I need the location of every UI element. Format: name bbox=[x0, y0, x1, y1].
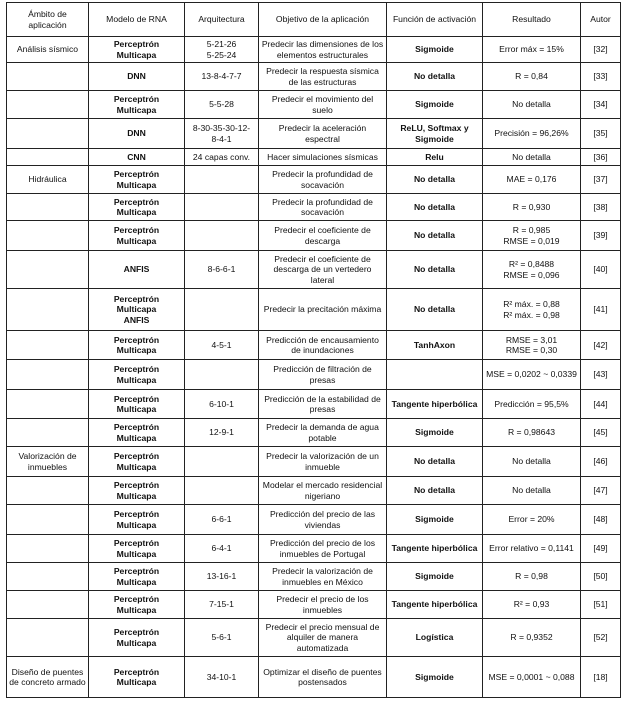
table-row bbox=[7, 619, 621, 657]
result-cell: R = 0,985 RMSE = 0,019 bbox=[483, 221, 581, 251]
scope-cell bbox=[7, 619, 89, 657]
architecture-cell: 24 capas conv. bbox=[185, 149, 259, 166]
header-scope: Ámbito de aplicación bbox=[7, 3, 89, 37]
scope-cell bbox=[7, 390, 89, 419]
goal-cell: Predicción de filtración de presas bbox=[259, 360, 387, 390]
author-cell: [44] bbox=[581, 390, 621, 419]
activation-cell: Sigmoide bbox=[387, 419, 483, 447]
scope-cell: Análisis sísmico bbox=[7, 37, 89, 63]
architecture-cell bbox=[185, 447, 259, 477]
table-row bbox=[7, 37, 621, 63]
result-cell: MSE = 0,0202 ~ 0,0339 bbox=[483, 360, 581, 390]
goal-cell: Predicción del precio de las viviendas bbox=[259, 505, 387, 535]
author-cell: [40] bbox=[581, 251, 621, 289]
architecture-cell: 12-9-1 bbox=[185, 419, 259, 447]
table-row bbox=[7, 447, 621, 477]
activation-cell: TanhAxon bbox=[387, 331, 483, 360]
result-cell: Predicción = 95,5% bbox=[483, 390, 581, 419]
author-cell: [50] bbox=[581, 563, 621, 591]
architecture-cell: 6-4-1 bbox=[185, 535, 259, 563]
model-cell: Perceptrón Multicapa bbox=[89, 221, 185, 251]
scope-cell bbox=[7, 535, 89, 563]
model-cell: Perceptrón Multicapa bbox=[89, 419, 185, 447]
author-cell: [45] bbox=[581, 419, 621, 447]
activation-cell: No detalla bbox=[387, 221, 483, 251]
scope-cell bbox=[7, 505, 89, 535]
header-author: Autor bbox=[581, 3, 621, 37]
goal-cell: Predicción del precio de los inmuebles de Portugal bbox=[259, 535, 387, 563]
scope-cell bbox=[7, 194, 89, 221]
table-row bbox=[7, 221, 621, 251]
scope-cell bbox=[7, 149, 89, 166]
author-cell: [18] bbox=[581, 657, 621, 698]
model-cell: Perceptrón Multicapa bbox=[89, 477, 185, 505]
activation-cell: No detalla bbox=[387, 251, 483, 289]
result-cell: Error máx = 15% bbox=[483, 37, 581, 63]
activation-cell: Relu bbox=[387, 149, 483, 166]
model-cell: Perceptrón Multicapa ANFIS bbox=[89, 289, 185, 331]
author-cell: [41] bbox=[581, 289, 621, 331]
architecture-cell: 13-16-1 bbox=[185, 563, 259, 591]
author-cell: [35] bbox=[581, 119, 621, 149]
goal-cell: Optimizar el diseño de puentes postensados bbox=[259, 657, 387, 698]
goal-cell: Predecir la profundidad de socavación bbox=[259, 194, 387, 221]
architecture-cell: 5-6-1 bbox=[185, 619, 259, 657]
table-row bbox=[7, 119, 621, 149]
goal-cell: Predecir la valorización de un inmueble bbox=[259, 447, 387, 477]
header-architecture: Arquitectura bbox=[185, 3, 259, 37]
result-cell: R = 0,930 bbox=[483, 194, 581, 221]
result-cell: R = 0,9352 bbox=[483, 619, 581, 657]
scope-cell bbox=[7, 477, 89, 505]
goal-cell: Predecir la respuesta sísmica de las estructuras bbox=[259, 63, 387, 91]
scope-cell bbox=[7, 221, 89, 251]
model-cell: DNN bbox=[89, 63, 185, 91]
model-cell: Perceptrón Multicapa bbox=[89, 331, 185, 360]
activation-cell: Logística bbox=[387, 619, 483, 657]
activation-cell: Sigmoide bbox=[387, 657, 483, 698]
table-row bbox=[7, 563, 621, 591]
model-cell: Perceptrón Multicapa bbox=[89, 563, 185, 591]
goal-cell: Predecir el precio de los inmuebles bbox=[259, 591, 387, 619]
model-cell: CNN bbox=[89, 149, 185, 166]
author-cell: [39] bbox=[581, 221, 621, 251]
architecture-cell: 7-15-1 bbox=[185, 591, 259, 619]
result-cell: No detalla bbox=[483, 447, 581, 477]
model-cell: Perceptrón Multicapa bbox=[89, 360, 185, 390]
activation-cell: Tangente hiperbólica bbox=[387, 535, 483, 563]
author-cell: [51] bbox=[581, 591, 621, 619]
architecture-cell: 8-30-35-30-12- 8-4-1 bbox=[185, 119, 259, 149]
author-cell: [32] bbox=[581, 37, 621, 63]
result-cell: R² = 0,93 bbox=[483, 591, 581, 619]
goal-cell: Predecir las dimensiones de los elementos estructurales bbox=[259, 37, 387, 63]
activation-cell bbox=[387, 360, 483, 390]
architecture-cell bbox=[185, 477, 259, 505]
activation-cell: Sigmoide bbox=[387, 91, 483, 119]
goal-cell: Predicción de la estabilidad de presas bbox=[259, 390, 387, 419]
result-cell: Error relativo = 0,1141 bbox=[483, 535, 581, 563]
author-cell: [46] bbox=[581, 447, 621, 477]
ann-applications-table bbox=[6, 2, 621, 698]
architecture-cell: 4-5-1 bbox=[185, 331, 259, 360]
author-cell: [43] bbox=[581, 360, 621, 390]
author-cell: [33] bbox=[581, 63, 621, 91]
architecture-cell bbox=[185, 194, 259, 221]
result-cell: No detalla bbox=[483, 91, 581, 119]
author-cell: [42] bbox=[581, 331, 621, 360]
result-cell: R = 0,98 bbox=[483, 563, 581, 591]
activation-cell: No detalla bbox=[387, 63, 483, 91]
goal-cell: Predecir el movimiento del suelo bbox=[259, 91, 387, 119]
author-cell: [47] bbox=[581, 477, 621, 505]
activation-cell: No detalla bbox=[387, 166, 483, 194]
activation-cell: Sigmoide bbox=[387, 505, 483, 535]
author-cell: [36] bbox=[581, 149, 621, 166]
author-cell: [52] bbox=[581, 619, 621, 657]
result-cell: R² máx. = 0,88 R² máx. = 0,98 bbox=[483, 289, 581, 331]
scope-cell bbox=[7, 91, 89, 119]
table-row bbox=[7, 505, 621, 535]
architecture-cell bbox=[185, 360, 259, 390]
table-row bbox=[7, 477, 621, 505]
table-row bbox=[7, 360, 621, 390]
result-cell: R = 0,84 bbox=[483, 63, 581, 91]
goal-cell: Predecir la valorización de inmuebles en México bbox=[259, 563, 387, 591]
scope-cell bbox=[7, 419, 89, 447]
table-row bbox=[7, 390, 621, 419]
architecture-cell: 6-6-1 bbox=[185, 505, 259, 535]
goal-cell: Predecir la profundidad de socavación bbox=[259, 166, 387, 194]
model-cell: Perceptrón Multicapa bbox=[89, 91, 185, 119]
model-cell: ANFIS bbox=[89, 251, 185, 289]
table-row bbox=[7, 591, 621, 619]
result-cell: MSE = 0,0001 ~ 0,088 bbox=[483, 657, 581, 698]
scope-cell: Diseño de puentes de concreto armado bbox=[7, 657, 89, 698]
model-cell: Perceptrón Multicapa bbox=[89, 390, 185, 419]
header-row bbox=[7, 3, 621, 37]
table-row bbox=[7, 657, 621, 698]
table-row bbox=[7, 63, 621, 91]
table-row bbox=[7, 166, 621, 194]
table-row bbox=[7, 331, 621, 360]
table-row bbox=[7, 91, 621, 119]
model-cell: Perceptrón Multicapa bbox=[89, 37, 185, 63]
author-cell: [37] bbox=[581, 166, 621, 194]
result-cell: R² = 0,8488 RMSE = 0,096 bbox=[483, 251, 581, 289]
author-cell: [34] bbox=[581, 91, 621, 119]
table-row bbox=[7, 289, 621, 331]
architecture-cell: 34-10-1 bbox=[185, 657, 259, 698]
model-cell: DNN bbox=[89, 119, 185, 149]
activation-cell: Sigmoide bbox=[387, 563, 483, 591]
table-row bbox=[7, 194, 621, 221]
result-cell: No detalla bbox=[483, 149, 581, 166]
scope-cell bbox=[7, 360, 89, 390]
goal-cell: Predicción de encausamiento de inundaciones bbox=[259, 331, 387, 360]
activation-cell: Tangente hiperbólica bbox=[387, 591, 483, 619]
activation-cell: ReLU, Softmax y Sigmoide bbox=[387, 119, 483, 149]
model-cell: Perceptrón Multicapa bbox=[89, 447, 185, 477]
goal-cell: Modelar el mercado residencial nigeriano bbox=[259, 477, 387, 505]
goal-cell: Predecir el precio mensual de alquiler de manera automatizada bbox=[259, 619, 387, 657]
architecture-cell bbox=[185, 221, 259, 251]
model-cell: Perceptrón Multicapa bbox=[89, 166, 185, 194]
table-row bbox=[7, 535, 621, 563]
goal-cell: Predecir la demanda de agua potable bbox=[259, 419, 387, 447]
activation-cell: No detalla bbox=[387, 477, 483, 505]
scope-cell bbox=[7, 251, 89, 289]
architecture-cell: 5-5-28 bbox=[185, 91, 259, 119]
activation-cell: No detalla bbox=[387, 447, 483, 477]
architecture-cell bbox=[185, 166, 259, 194]
result-cell: RMSE = 3,01 RMSE = 0,30 bbox=[483, 331, 581, 360]
goal-cell: Predecir el coeficiente de descarga de un vertedero lateral bbox=[259, 251, 387, 289]
activation-cell: No detalla bbox=[387, 289, 483, 331]
scope-cell bbox=[7, 63, 89, 91]
header-result: Resultado bbox=[483, 3, 581, 37]
activation-cell: No detalla bbox=[387, 194, 483, 221]
result-cell: No detalla bbox=[483, 477, 581, 505]
scope-cell bbox=[7, 591, 89, 619]
model-cell: Perceptrón Multicapa bbox=[89, 505, 185, 535]
activation-cell: Tangente hiperbólica bbox=[387, 390, 483, 419]
table-row bbox=[7, 419, 621, 447]
activation-cell: Sigmoide bbox=[387, 37, 483, 63]
goal-cell: Predecir el coeficiente de descarga bbox=[259, 221, 387, 251]
goal-cell: Hacer simulaciones sísmicas bbox=[259, 149, 387, 166]
scope-cell bbox=[7, 289, 89, 331]
header-activation: Función de activación bbox=[387, 3, 483, 37]
architecture-cell: 8-6-6-1 bbox=[185, 251, 259, 289]
architecture-cell: 5-21-26 5-25-24 bbox=[185, 37, 259, 63]
architecture-cell: 13-8-4-7-7 bbox=[185, 63, 259, 91]
header-model: Modelo de RNA bbox=[89, 3, 185, 37]
model-cell: Perceptrón Multicapa bbox=[89, 619, 185, 657]
result-cell: Error = 20% bbox=[483, 505, 581, 535]
goal-cell: Predecir la aceleración espectral bbox=[259, 119, 387, 149]
result-cell: MAE = 0,176 bbox=[483, 166, 581, 194]
scope-cell bbox=[7, 119, 89, 149]
author-cell: [48] bbox=[581, 505, 621, 535]
table-row bbox=[7, 149, 621, 166]
table-body bbox=[7, 37, 621, 698]
header-goal: Objetivo de la aplicación bbox=[259, 3, 387, 37]
model-cell: Perceptrón Multicapa bbox=[89, 657, 185, 698]
result-cell: R = 0,98643 bbox=[483, 419, 581, 447]
model-cell: Perceptrón Multicapa bbox=[89, 194, 185, 221]
author-cell: [49] bbox=[581, 535, 621, 563]
scope-cell bbox=[7, 331, 89, 360]
result-cell: Precisión = 96,26% bbox=[483, 119, 581, 149]
goal-cell: Predecir la precitación máxima bbox=[259, 289, 387, 331]
scope-cell bbox=[7, 563, 89, 591]
scope-cell: Hidráulica bbox=[7, 166, 89, 194]
architecture-cell bbox=[185, 289, 259, 331]
model-cell: Perceptrón Multicapa bbox=[89, 591, 185, 619]
architecture-cell: 6-10-1 bbox=[185, 390, 259, 419]
model-cell: Perceptrón Multicapa bbox=[89, 535, 185, 563]
scope-cell: Valorización de inmuebles bbox=[7, 447, 89, 477]
author-cell: [38] bbox=[581, 194, 621, 221]
table-row bbox=[7, 251, 621, 289]
